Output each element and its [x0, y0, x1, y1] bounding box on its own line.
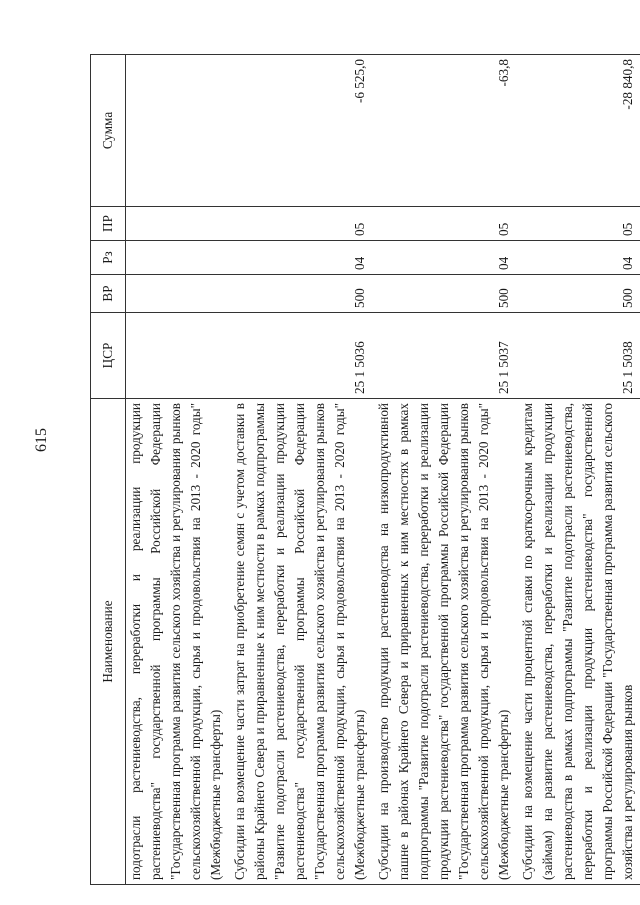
row-rz: [126, 241, 229, 275]
row-pr: 05: [372, 207, 516, 241]
rotated-table-container: [90, 55, 635, 885]
table-header-row: [91, 55, 126, 885]
page-number: 615: [33, 428, 50, 452]
header-rz: Рз: [91, 241, 126, 275]
row-vr: 500: [516, 275, 640, 313]
row-csr: 25 1 5036: [228, 313, 372, 399]
row-csr: 25 1 5038: [516, 313, 640, 399]
row-csr: 25 1 5037: [372, 313, 516, 399]
table-row: [228, 55, 372, 885]
header-pr: ПР: [91, 207, 126, 241]
table-header: [91, 55, 126, 885]
row-pr: 05: [516, 207, 640, 241]
row-name: Субсидии на производство продукции растениеводства на низкопродуктивной пашне в районах Крайнего Севера и приравненных к ним местностях в рамках подпрограммы "Развитие подотрасли растениеводства, переработки и реализации продукции растениеводства" государственной программы Российской Федерации "Государственная программа развития сельского хозяйства и регулирования рынков сельскохозяйственной продукции, сырья и продовольствия на 2013 - 2020 годы" (Межбюджетные трансферты): [372, 399, 516, 885]
row-pr: 05: [228, 207, 372, 241]
header-vr: ВР: [91, 275, 126, 313]
row-sum: [126, 55, 229, 207]
header-sum: Сумма: [91, 55, 126, 207]
row-rz: 04: [372, 241, 516, 275]
row-name: Субсидии на возмещение части процентной ставки по краткосрочным кредитам (займам) на развитие растениеводства, переработки и реализации продукции растениеводства в рамках подпрограммы "Развитие подотрасли растениеводства, переработки и реализации продукции растениеводства" государственной программы Российской Федерации "Государственная программа развития сельского хозяйства и регулирования рынков: [516, 399, 640, 885]
header-name: Наименование: [91, 399, 126, 885]
row-rz: 04: [228, 241, 372, 275]
row-pr: [126, 207, 229, 241]
row-rz: 04: [516, 241, 640, 275]
row-vr: 500: [372, 275, 516, 313]
table-row: [516, 55, 640, 885]
row-name: Субсидии на возмещение части затрат на приобретение семян с учетом доставки в районы Крайнего Севера и приравненные к ним местности в рамках подпрограммы "Развитие подотрасли растениеводства, переработки и реализации продукции растениеводства" государственной программы Российской Федерации "Государственная программа развития сельского хозяйства и регулирования рынков сельскохозяйственной продукции, сырья и продовольствия на 2013 - 2020 годы" (Межбюджетные трансферты): [228, 399, 372, 885]
row-name: подотрасли растениеводства, переработки и реализации продукции растениеводства" государственной программы Российской Федерации "Государственная программа развития сельского хозяйства и регулирования рынков сельскохозяйственной продукции, сырья и продовольствия на 2013 - 2020 годы" (Межбюджетные трансферты): [126, 399, 229, 885]
table-row: [126, 55, 229, 885]
row-sum: -6 525,0: [228, 55, 372, 207]
row-vr: 500: [228, 275, 372, 313]
row-sum: -28 840,8: [516, 55, 640, 207]
budget-table: [90, 54, 640, 885]
table-row: [372, 55, 516, 885]
table-body: [126, 55, 640, 885]
row-vr: [126, 275, 229, 313]
header-csr: ЦСР: [91, 313, 126, 399]
row-sum: -63,8: [372, 55, 516, 207]
row-csr: [126, 313, 229, 399]
